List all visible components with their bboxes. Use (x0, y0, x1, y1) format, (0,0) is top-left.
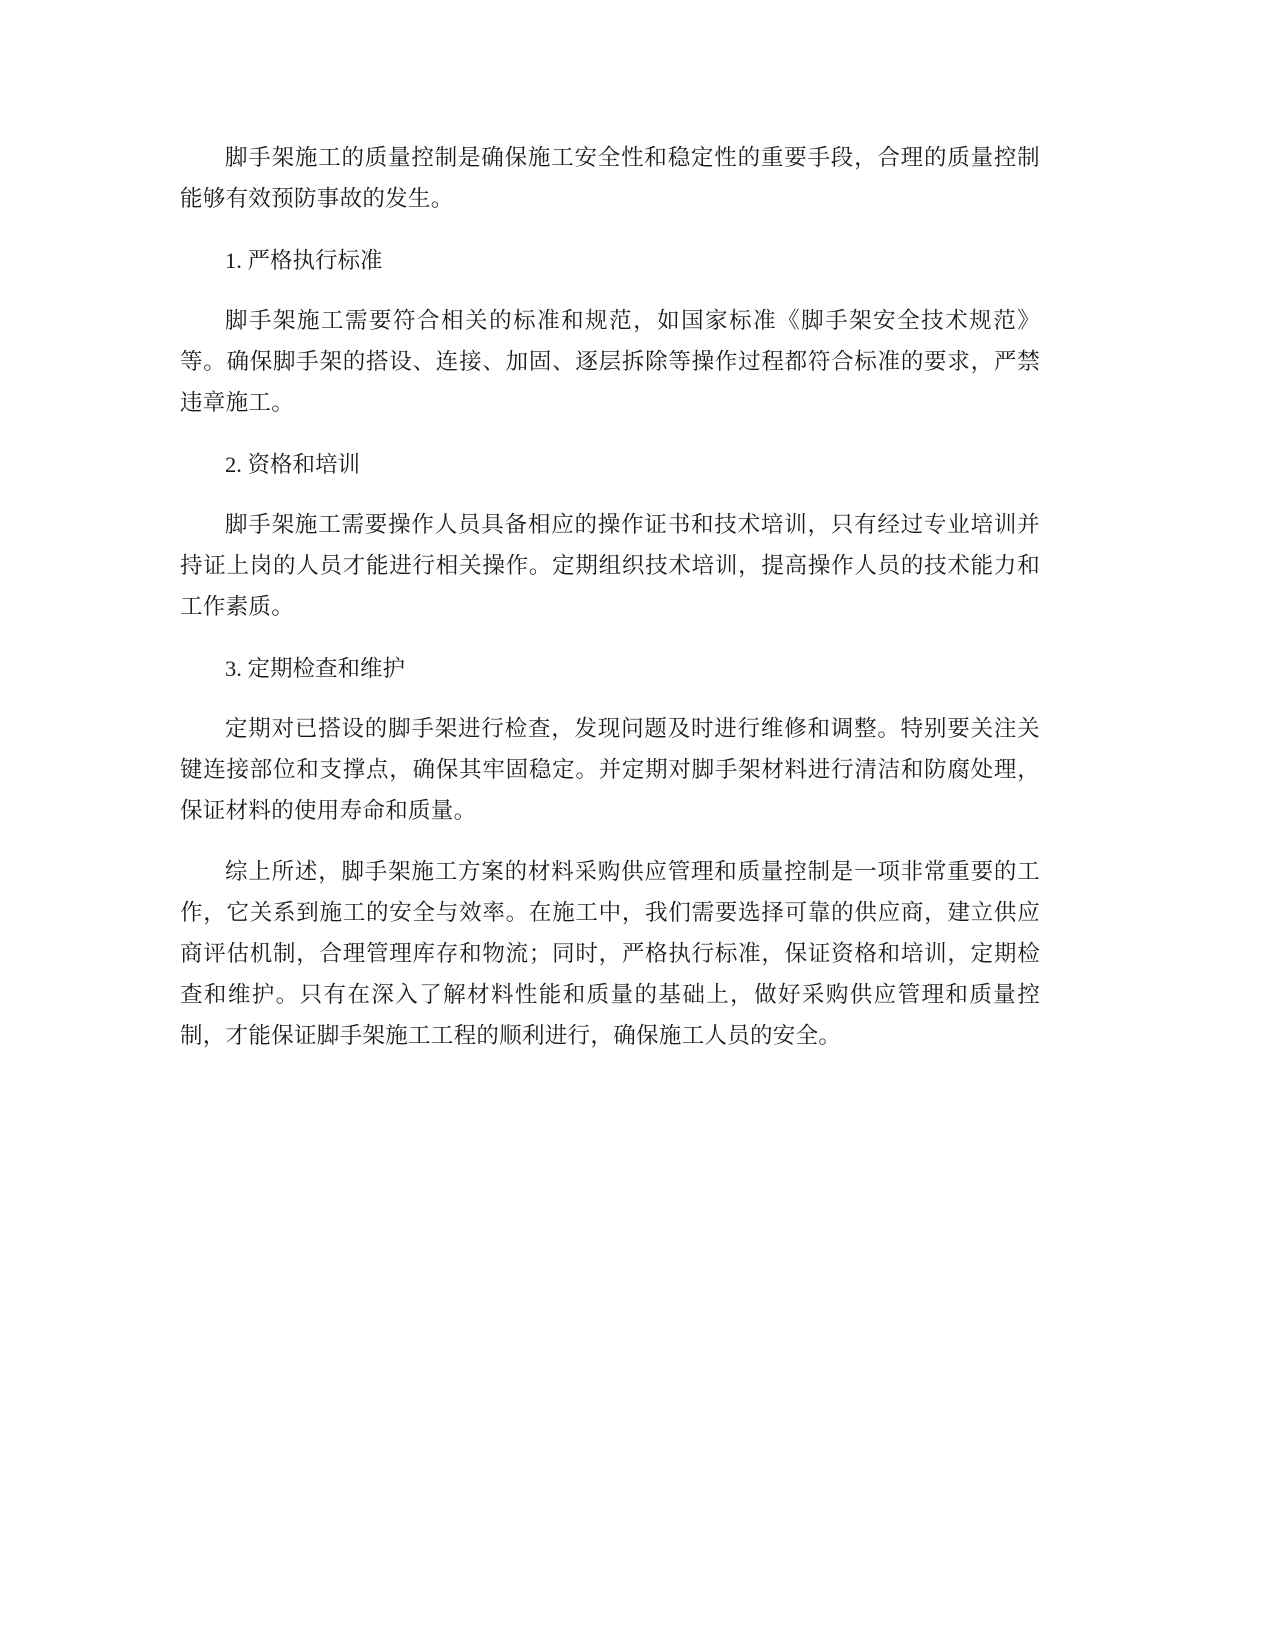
section-body-inspection: 定期对已搭设的脚手架进行检查，发现问题及时进行维修和调整。特别要关注关键连接部位和支撑点，确保其牢固稳定。并定期对脚手架材料进行清洁和防腐处理，保证材料的使用寿命和质量。 (180, 716, 1040, 824)
section-body-standards: 脚手架施工需要符合相关的标准和规范，如国家标准《脚手架安全技术规范》等。确保脚手架的搭设、连接、加固、逐层拆除等操作过程都符合标准的要求，严禁违章施工。 (180, 308, 1040, 416)
section-heading-inspection: 3. 定期检查和维护 (225, 656, 406, 681)
conclusion-paragraph: 综上所述，脚手架施工方案的材料采购供应管理和质量控制是一项非常重要的工作，它关系到施工的安全与效率。在施工中，我们需要选择可靠的供应商，建立供应商评估机制，合理管理库存和物流；同时，严格执行标准，保证资格和培训，定期检查和维护。只有在深入了解材料性能和质量的基础上，做好采购供应管理和质量控制，才能保证脚手架施工工程的顺利进行，确保施工人员的安全。 (180, 859, 1040, 1049)
section-heading-training: 2. 资格和培训 (225, 452, 361, 477)
document-page (180, 138, 1040, 1077)
section-body-training: 脚手架施工需要操作人员具备相应的操作证书和技术培训，只有经过专业培训并持证上岗的人员才能进行相关操作。定期组织技术培训，提高操作人员的技术能力和工作素质。 (180, 512, 1040, 620)
section-heading-standards: 1. 严格执行标准 (225, 248, 383, 273)
intro-paragraph: 脚手架施工的质量控制是确保施工安全性和稳定性的重要手段，合理的质量控制能够有效预防事故的发生。 (180, 145, 1040, 212)
